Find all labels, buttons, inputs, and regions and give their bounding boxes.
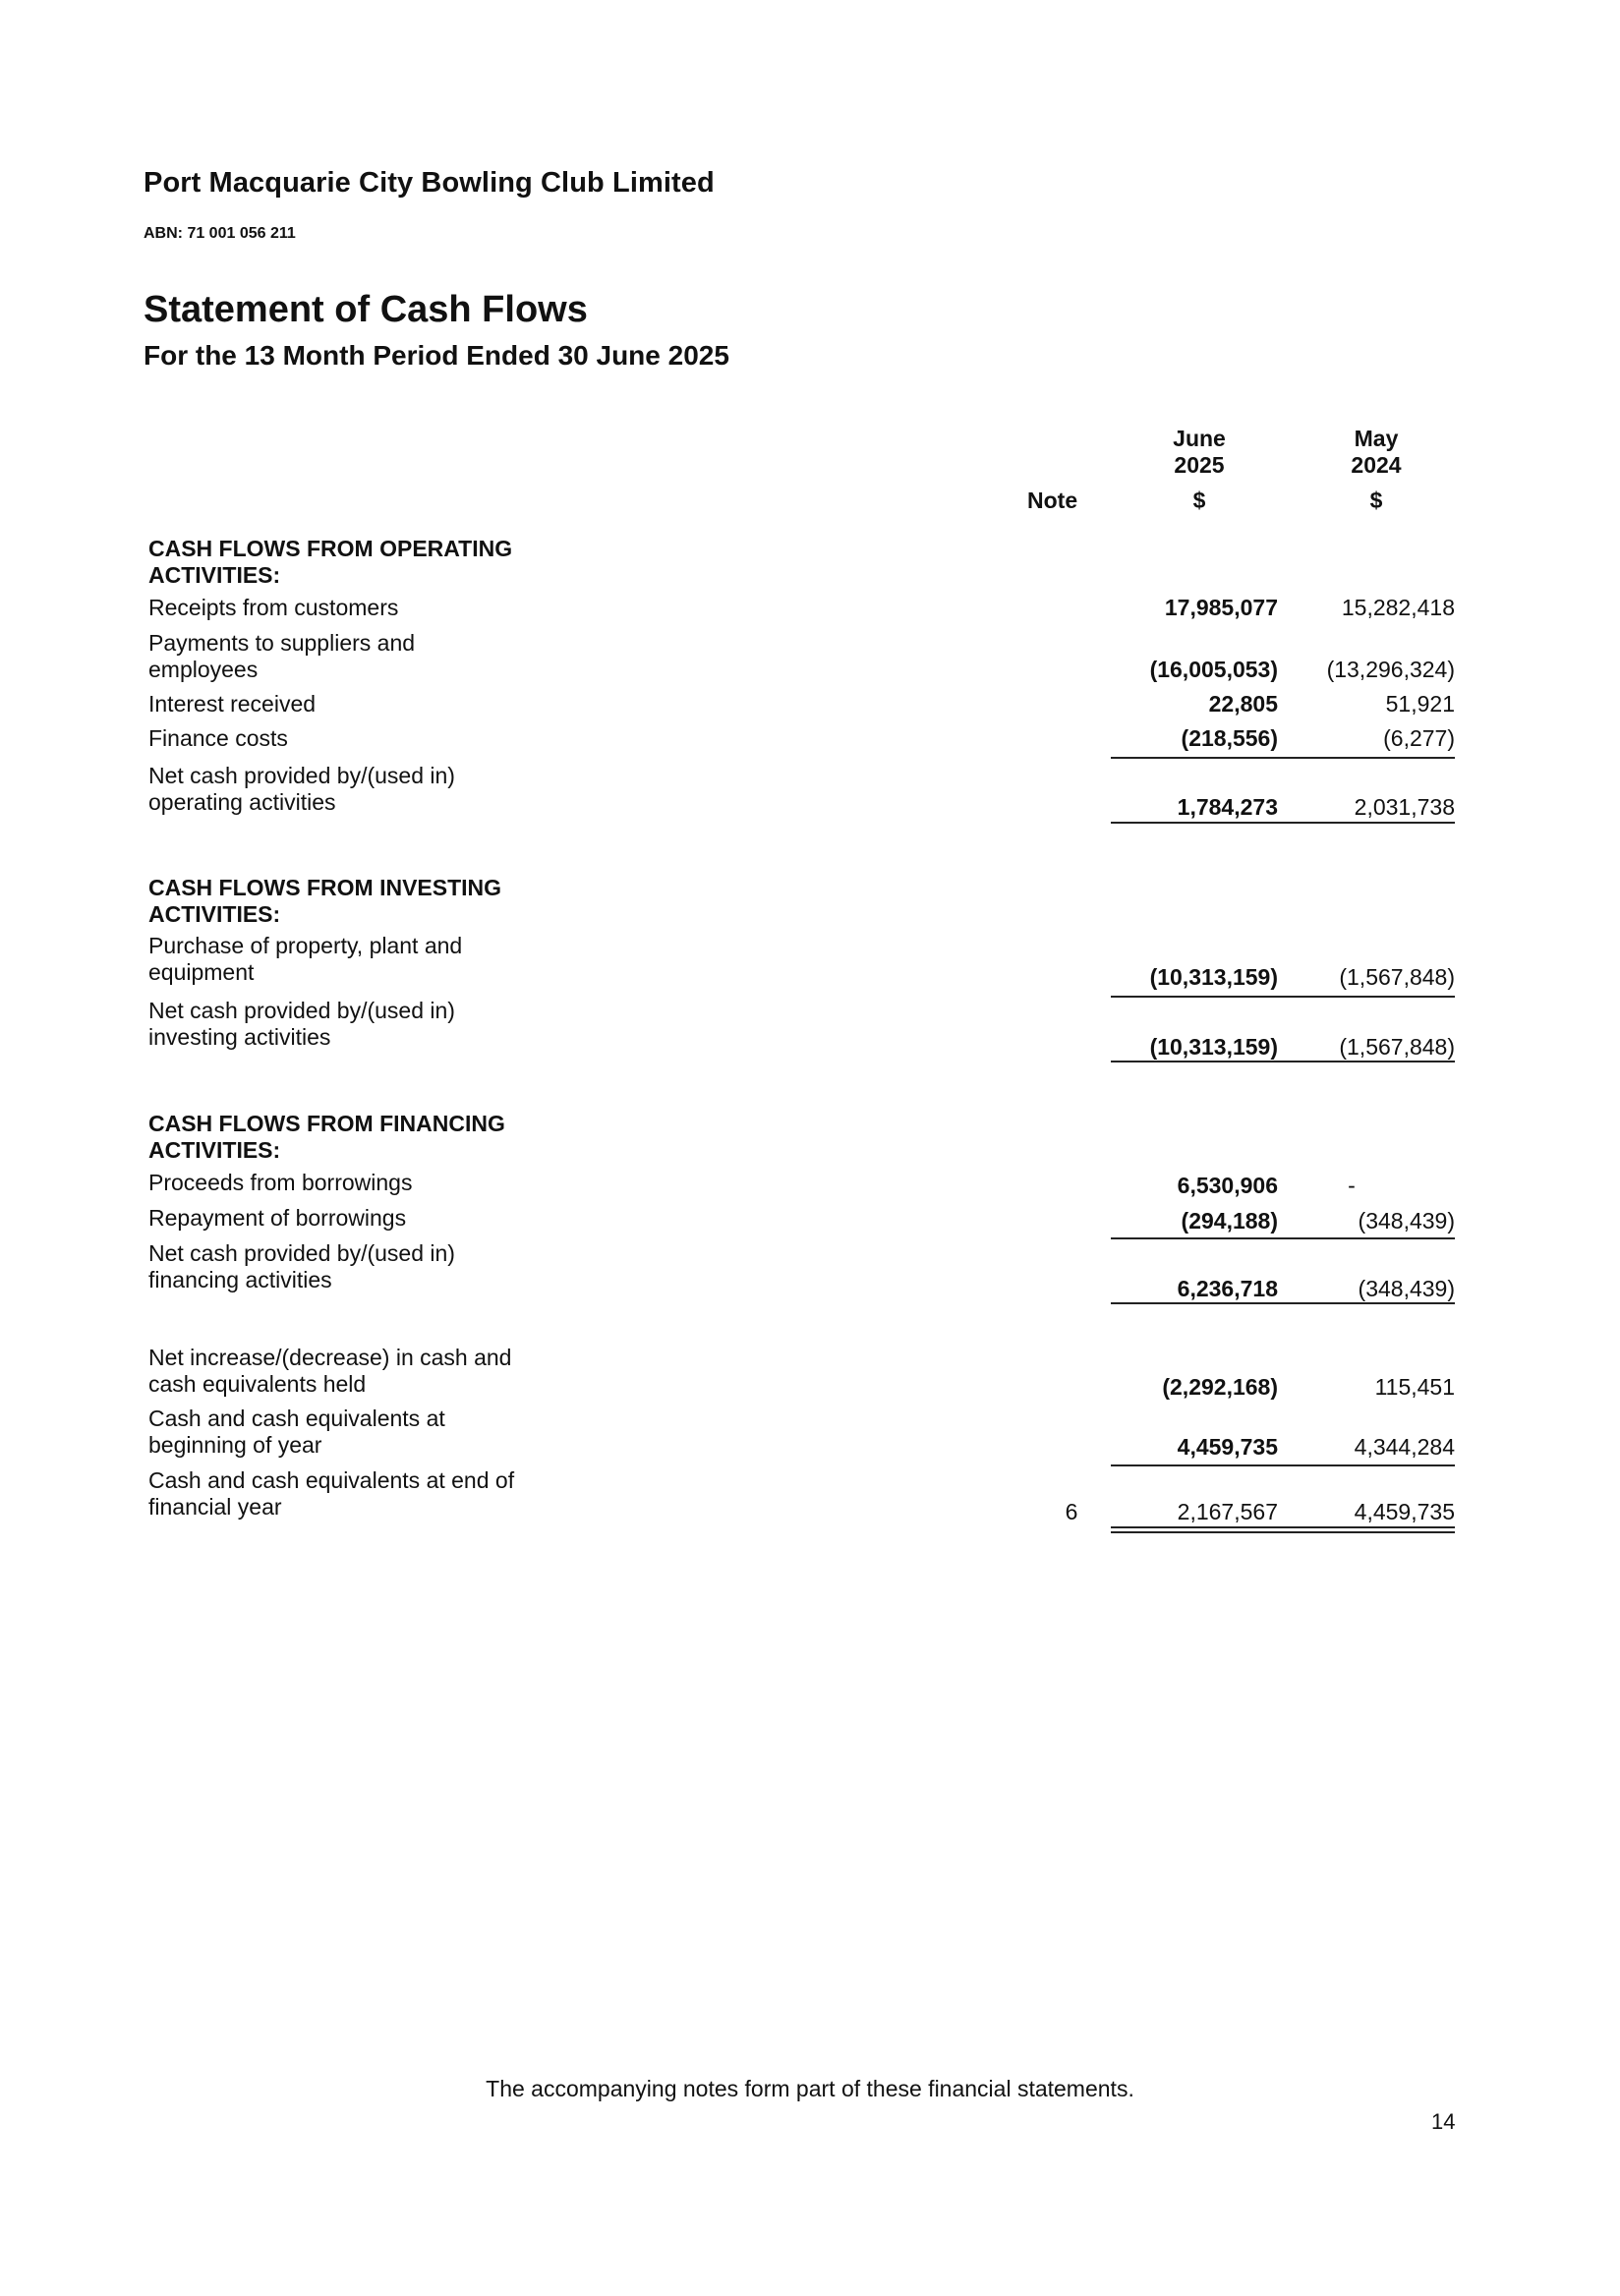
- closing-cash-note-ref: 6: [1065, 1499, 1078, 1524]
- operating-section-heading: [148, 536, 512, 589]
- value-prior-payments: (13,296,324): [1326, 657, 1455, 682]
- value-current-payments: (16,005,053): [1149, 657, 1278, 682]
- value-prior-investing-total: (1,567,848): [1339, 1034, 1455, 1060]
- value-current-operating-total: 1,784,273: [1177, 794, 1278, 820]
- closing-cash-line1: Cash and cash equivalents at end of: [148, 1467, 515, 1493]
- financing-heading-line2: ACTIVITIES:: [148, 1137, 281, 1163]
- statement-title: Statement of Cash Flows: [144, 289, 588, 330]
- operating-heading-line2: ACTIVITIES:: [148, 562, 281, 588]
- note-column-header: Note: [1027, 488, 1078, 513]
- value-current-proceeds-borrowings: 6,530,906: [1177, 1173, 1278, 1198]
- value-prior-finance-costs: (6,277): [1383, 725, 1455, 751]
- opening-cash-line1: Cash and cash equivalents at: [148, 1406, 445, 1431]
- value-current-repayment-borrowings: (294,188): [1181, 1208, 1278, 1234]
- financing-total-line1: Net cash provided by/(used in): [148, 1240, 455, 1266]
- row-label-interest: Interest received: [148, 691, 317, 717]
- net-change-line1: Net increase/(decrease) in cash and: [148, 1345, 512, 1370]
- value-current-purchase-ppe: (10,313,159): [1149, 964, 1278, 990]
- net-change-line2: cash equivalents held: [148, 1371, 367, 1397]
- abn-number: ABN: 71 001 056 211: [144, 225, 296, 242]
- subtotal-rule: [1111, 1237, 1455, 1239]
- row-label-receipts: Receipts from customers: [148, 595, 399, 620]
- value-current-investing-total: (10,313,159): [1149, 1034, 1278, 1060]
- value-prior-repayment-borrowings: (348,439): [1358, 1208, 1455, 1234]
- row-label-proceeds-borrowings: Proceeds from borrowings: [148, 1170, 413, 1195]
- row-label-finance-costs: Finance costs: [148, 725, 288, 751]
- row-label-investing-total: [148, 998, 571, 1051]
- value-prior-operating-total: 2,031,738: [1354, 794, 1455, 820]
- opening-cash-line2: beginning of year: [148, 1432, 322, 1458]
- column-header-prior: [1307, 426, 1445, 479]
- value-prior-net-change: 115,451: [1374, 1374, 1455, 1400]
- operating-total-line2: operating activities: [148, 789, 336, 815]
- footer-note: The accompanying notes form part of these financial statements.: [486, 2076, 1134, 2101]
- value-prior-opening-cash: 4,344,284: [1354, 1434, 1455, 1460]
- value-current-net-change: (2,292,168): [1162, 1374, 1278, 1400]
- value-prior-proceeds-borrowings: -: [1348, 1173, 1356, 1198]
- value-prior-receipts: 15,282,418: [1341, 595, 1455, 620]
- value-prior-purchase-ppe: (1,567,848): [1339, 964, 1455, 990]
- operating-total-line1: Net cash provided by/(used in): [148, 763, 455, 788]
- column-prior-year: 2024: [1351, 452, 1402, 478]
- total-rule: [1111, 822, 1455, 824]
- column-prior-month: May: [1354, 426, 1399, 451]
- investing-heading-line1: CASH FLOWS FROM INVESTING: [148, 875, 502, 900]
- statement-period: For the 13 Month Period Ended 30 June 2025: [144, 340, 729, 371]
- purchase-ppe-line2: equipment: [148, 959, 255, 985]
- column-current-year: 2025: [1174, 452, 1225, 478]
- investing-total-line1: Net cash provided by/(used in): [148, 998, 455, 1023]
- subtotal-rule: [1111, 1464, 1455, 1466]
- currency-prior: $: [1369, 488, 1383, 513]
- row-label-net-change: [148, 1345, 571, 1398]
- row-label-opening-cash: [148, 1406, 571, 1459]
- column-header-current: [1130, 426, 1268, 479]
- value-current-financing-total: 6,236,718: [1177, 1276, 1278, 1301]
- row-label-closing-cash: [148, 1467, 571, 1521]
- row-label-payments: [148, 630, 571, 683]
- closing-cash-line2: financial year: [148, 1494, 282, 1520]
- subtotal-rule: [1111, 996, 1455, 998]
- total-rule: [1111, 1302, 1455, 1304]
- value-current-interest: 22,805: [1208, 691, 1278, 717]
- value-current-closing-cash: 2,167,567: [1177, 1499, 1278, 1524]
- row-label-financing-total: [148, 1240, 571, 1293]
- financing-section-heading: [148, 1111, 505, 1164]
- payments-label-line1: Payments to suppliers and: [148, 630, 416, 656]
- organisation-name: Port Macquarie City Bowling Club Limited: [144, 167, 715, 199]
- operating-heading-line1: CASH FLOWS FROM OPERATING: [148, 536, 513, 561]
- value-prior-financing-total: (348,439): [1358, 1276, 1455, 1301]
- investing-section-heading: [148, 875, 501, 928]
- currency-current: $: [1192, 488, 1206, 513]
- payments-label-line2: employees: [148, 657, 259, 682]
- value-prior-closing-cash: 4,459,735: [1354, 1499, 1455, 1524]
- page-number: 14: [1431, 2109, 1456, 2134]
- purchase-ppe-line1: Purchase of property, plant and: [148, 933, 463, 958]
- investing-total-line2: investing activities: [148, 1024, 331, 1050]
- subtotal-rule: [1111, 757, 1455, 759]
- financing-heading-line1: CASH FLOWS FROM FINANCING: [148, 1111, 505, 1136]
- value-current-receipts: 17,985,077: [1164, 595, 1278, 620]
- grand-total-double-rule: [1111, 1526, 1455, 1533]
- row-label-operating-total: [148, 763, 571, 816]
- column-current-month: June: [1173, 426, 1226, 451]
- financing-total-line2: financing activities: [148, 1267, 332, 1292]
- row-label-repayment-borrowings: Repayment of borrowings: [148, 1205, 407, 1231]
- row-label-purchase-ppe: [148, 933, 571, 986]
- value-current-opening-cash: 4,459,735: [1177, 1434, 1278, 1460]
- value-current-finance-costs: (218,556): [1181, 725, 1278, 751]
- investing-heading-line2: ACTIVITIES:: [148, 901, 281, 927]
- value-prior-interest: 51,921: [1385, 691, 1455, 717]
- total-rule: [1111, 1061, 1455, 1062]
